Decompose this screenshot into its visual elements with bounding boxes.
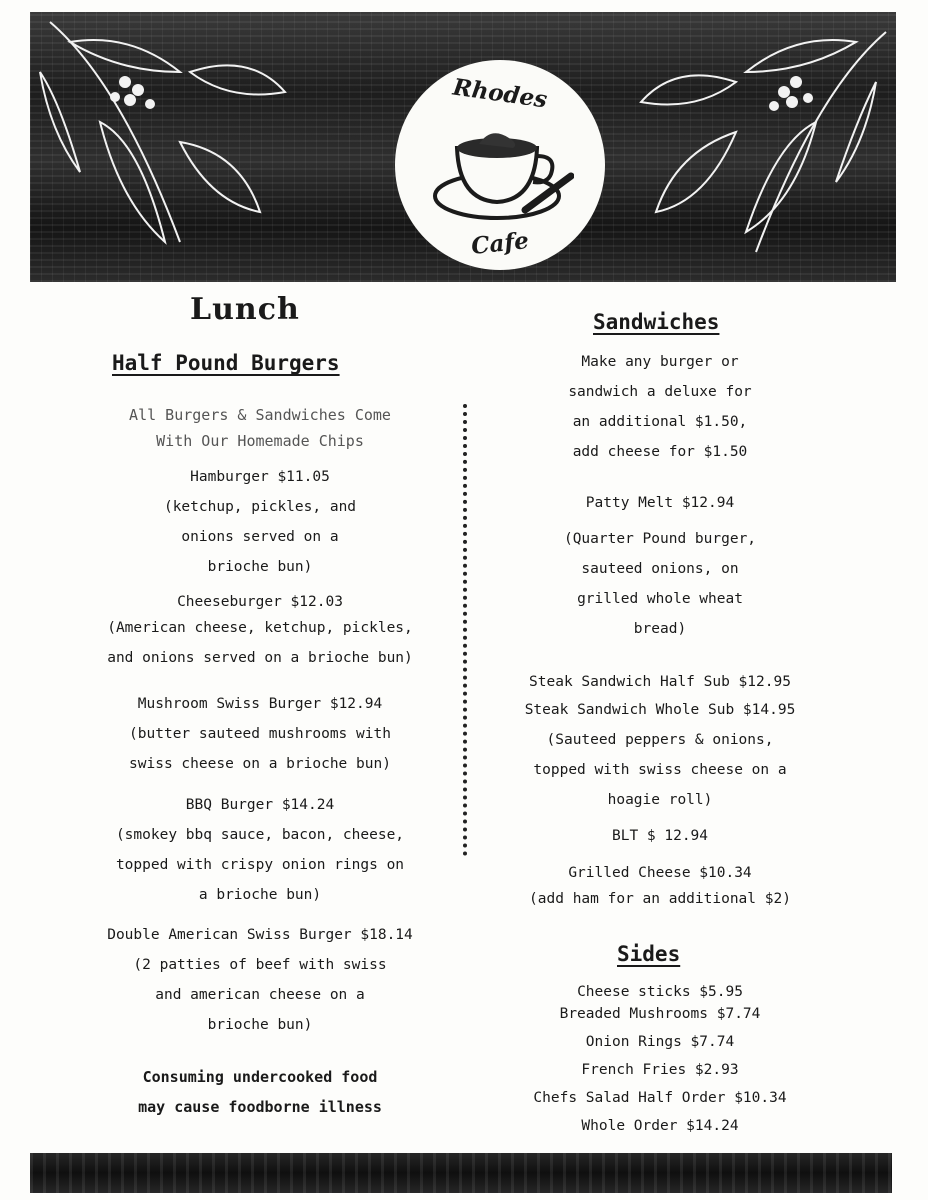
cafe-logo <box>395 60 605 270</box>
coffee-branch-right-icon <box>616 12 896 282</box>
header-banner <box>30 12 896 282</box>
item-desc: a brioche bun) <box>198 887 322 903</box>
burgers-intro-line: With Our Homemade Chips <box>156 432 364 450</box>
burgers-heading: Half Pound Burgers <box>112 351 340 375</box>
menu-item-steak-sandwich <box>490 667 830 815</box>
warning-line: Consuming undercooked food <box>142 1068 378 1086</box>
menu-item-cheeseburger <box>70 589 450 671</box>
item-desc: topped with crispy onion rings on <box>115 857 405 873</box>
column-divider <box>463 404 467 856</box>
sandwiches-heading: Sandwiches <box>593 310 720 334</box>
item-name: Double American Swiss Burger $18.14 <box>107 927 413 943</box>
warning-line: may cause foodborne illness <box>138 1098 382 1116</box>
item-desc: (Quarter Pound burger, <box>563 531 757 547</box>
list-item: Cheese sticks $5.95 <box>577 984 743 1000</box>
list-item: French Fries $2.93 <box>581 1062 739 1078</box>
item-name: Grilled Cheese $10.34 <box>568 865 752 881</box>
note-line: Make any burger or <box>581 354 739 370</box>
item-name: Mushroom Swiss Burger $12.94 <box>137 696 383 712</box>
list-item: Breaded Mushrooms $7.74 <box>559 1006 761 1022</box>
menu-item-mushroom-swiss <box>70 689 450 779</box>
logo-cafe-text: Cafe <box>469 227 531 260</box>
item-desc: and onions served on a brioche bun) <box>107 650 413 666</box>
item-name: BBQ Burger $14.24 <box>185 797 335 813</box>
item-desc: (ketchup, pickles, and <box>163 499 357 515</box>
item-desc: brioche bun) <box>207 559 313 575</box>
item-desc: brioche bun) <box>207 1017 313 1033</box>
logo-name-text: Rhodes <box>451 73 549 114</box>
menu-item-hamburger <box>70 462 450 582</box>
item-desc: (Sauteed peppers & onions, <box>546 732 774 748</box>
list-item: Chefs Salad Half Order $10.34 <box>533 1090 787 1106</box>
coffee-cup-icon <box>429 118 574 228</box>
menu-item-bbq-burger <box>70 790 450 910</box>
burgers-intro-line: All Burgers & Sandwiches Come <box>129 406 391 424</box>
list-item: Onion Rings $7.74 <box>585 1034 735 1050</box>
list-item: Whole Order $14.24 <box>581 1118 739 1134</box>
item-desc: and american cheese on a <box>155 987 365 1003</box>
note-line: sandwich a deluxe for <box>568 384 752 400</box>
menu-item-patty-melt <box>490 488 830 644</box>
coffee-branch-left-icon <box>30 12 310 282</box>
food-safety-warning <box>70 1062 450 1122</box>
item-desc: (American cheese, ketchup, pickles, <box>107 620 413 636</box>
item-desc: hoagie roll) <box>607 792 713 808</box>
menu-item-grilled-cheese <box>490 860 830 912</box>
sides-heading: Sides <box>617 942 681 966</box>
item-desc: (butter sauteed mushrooms with <box>129 726 391 742</box>
item-name: Cheeseburger $12.03 <box>177 594 343 610</box>
item-desc: (2 patties of beef with swiss <box>133 957 387 973</box>
burgers-intro <box>70 402 450 454</box>
item-desc: grilled whole wheat <box>577 591 743 607</box>
note-line: add cheese for $1.50 <box>572 444 748 460</box>
item-desc: topped with swiss cheese on a <box>533 762 787 778</box>
deluxe-note <box>490 347 830 467</box>
item-name: Steak Sandwich Half Sub $12.95 <box>529 674 791 690</box>
menu-item-blt: BLT $ 12.94 <box>611 828 709 844</box>
page-title: Lunch <box>190 292 300 327</box>
item-desc: swiss cheese on a brioche bun) <box>129 756 391 772</box>
item-desc: bread) <box>633 621 687 637</box>
note-line: an additional $1.50, <box>572 414 748 430</box>
item-name: Patty Melt $12.94 <box>585 495 735 511</box>
item-desc: sauteed onions, on <box>581 561 739 577</box>
sides-list <box>490 978 830 1140</box>
item-name: Steak Sandwich Whole Sub $14.95 <box>524 702 796 718</box>
item-name: Hamburger $11.05 <box>190 469 330 485</box>
item-desc: onions served on a <box>181 529 339 545</box>
footer-banner <box>30 1153 892 1193</box>
item-desc: (add ham for an additional $2) <box>529 891 791 907</box>
item-desc: (smokey bbq sauce, bacon, cheese, <box>115 827 405 843</box>
menu-item-double-american <box>70 920 450 1040</box>
